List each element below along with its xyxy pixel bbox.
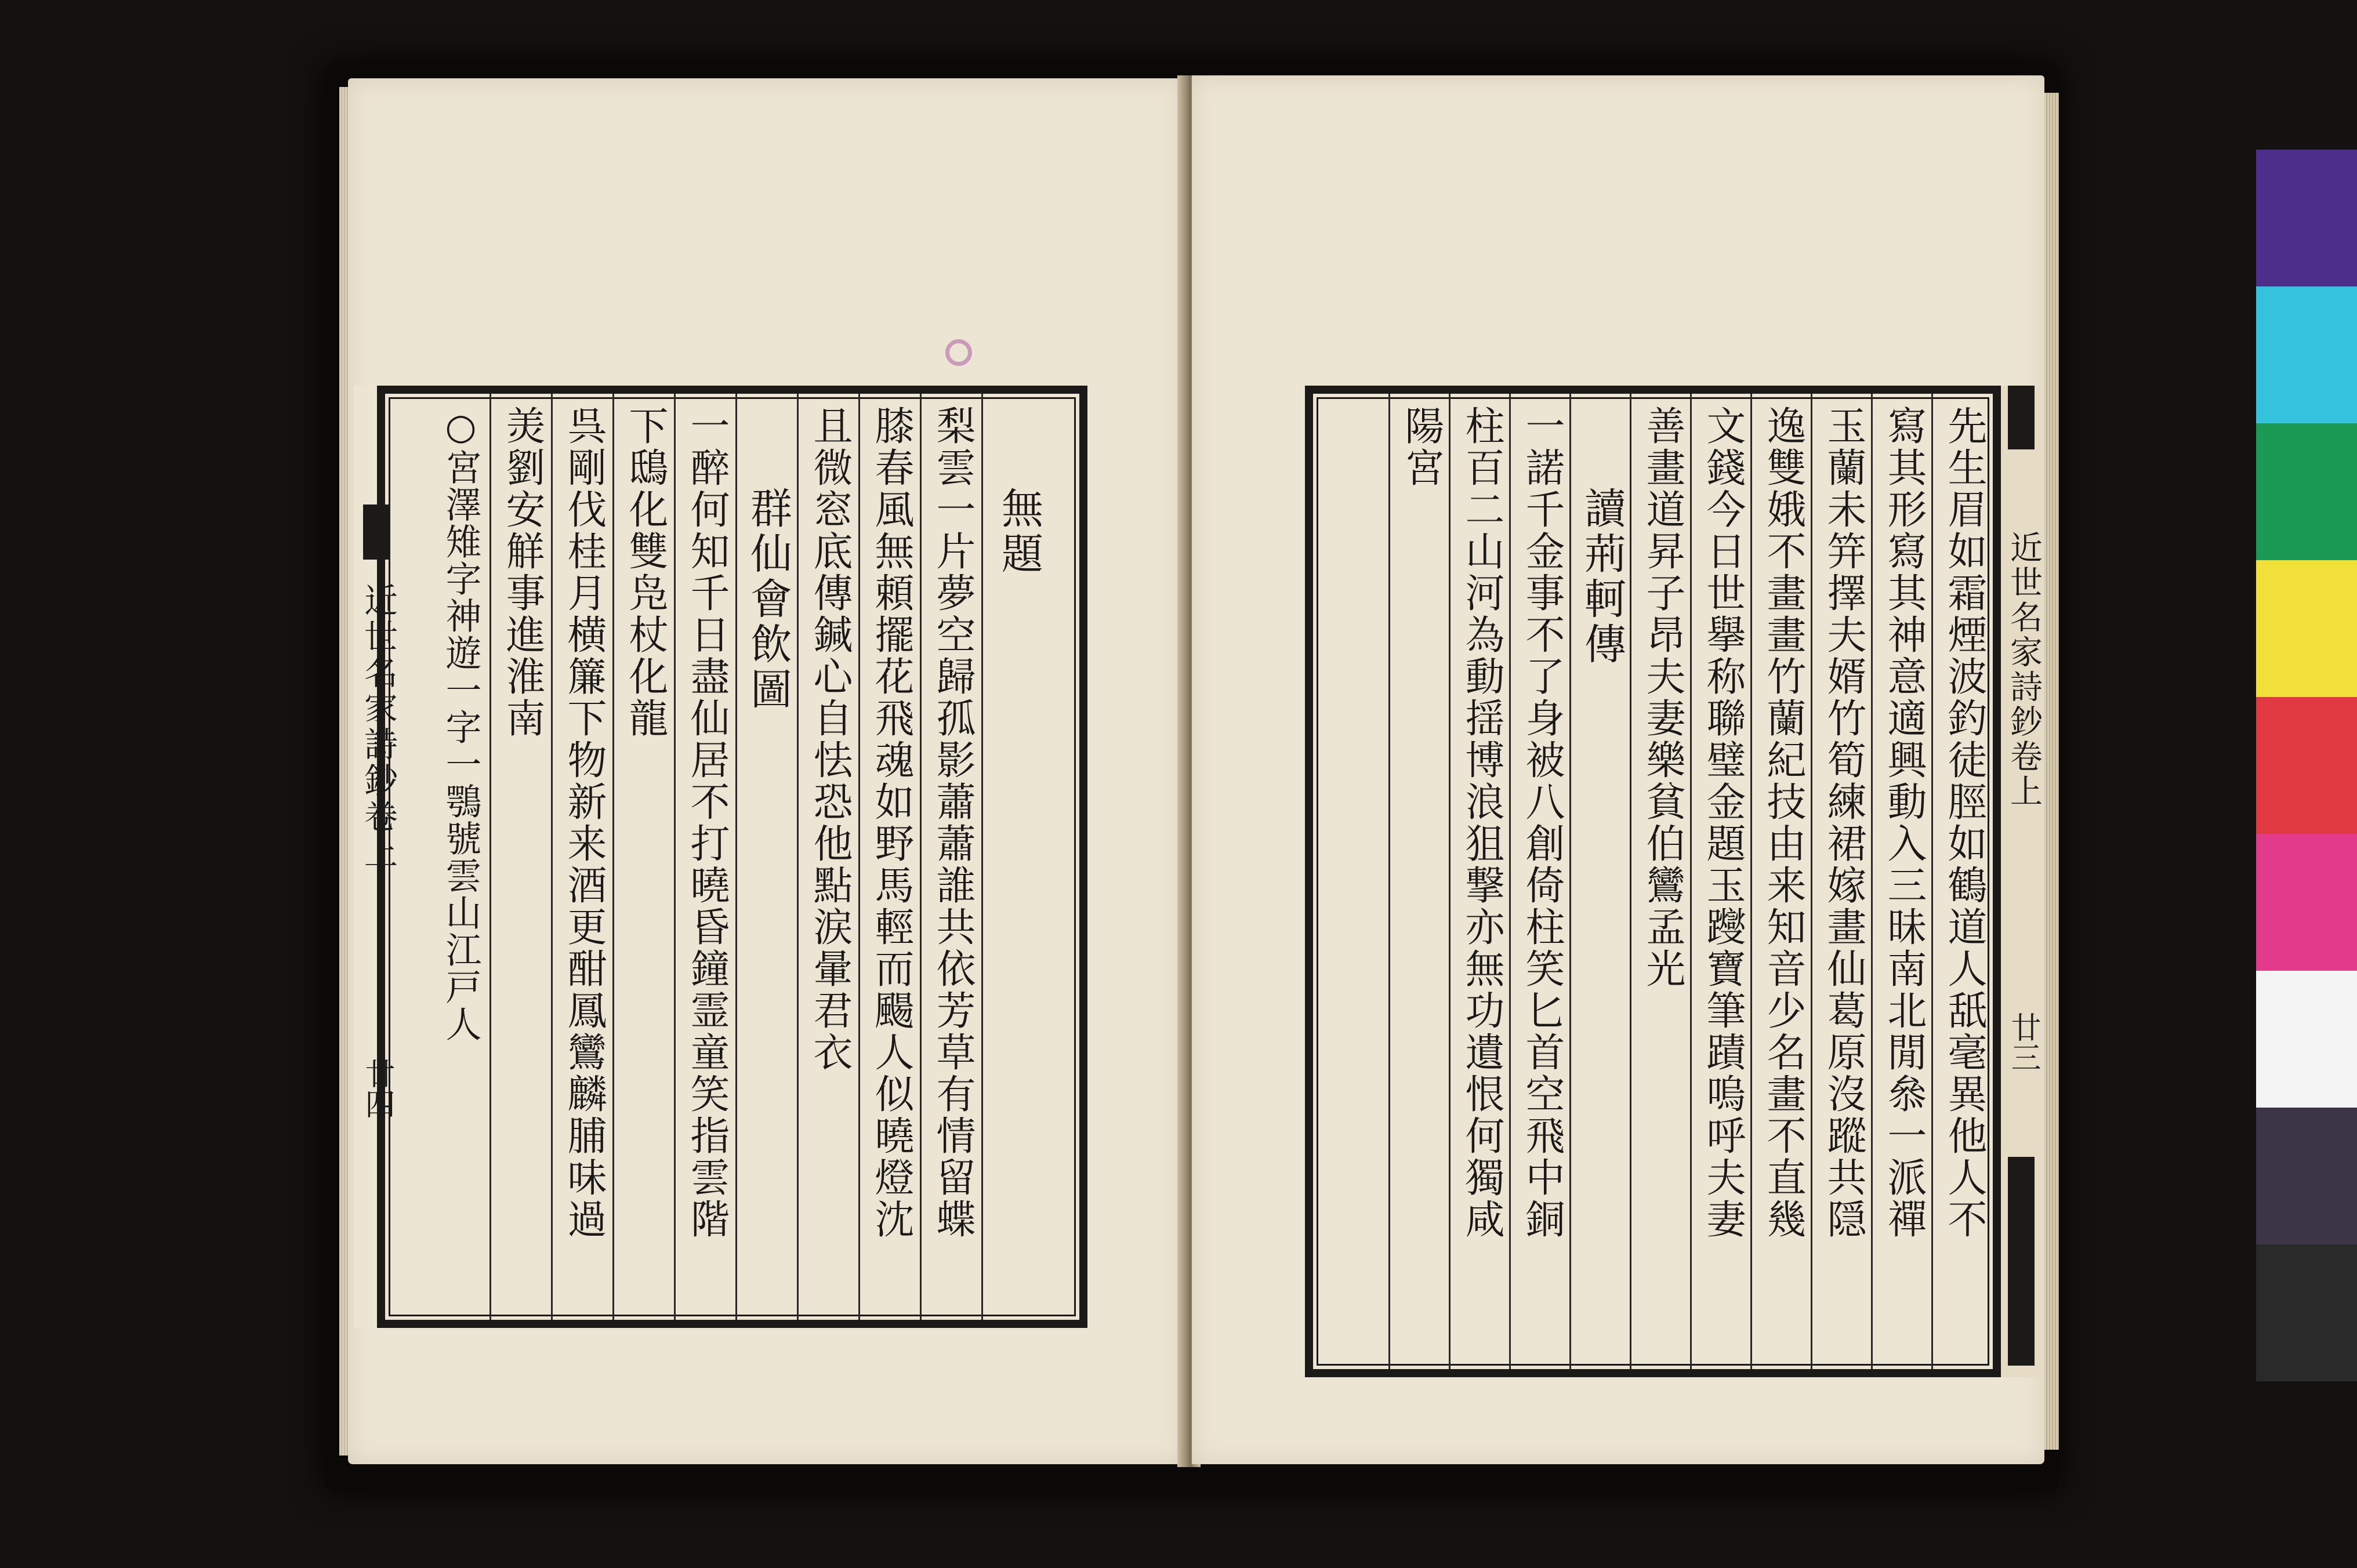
- column-rule: [674, 394, 676, 1320]
- text-column: 且微窓底傳鍼心自怯恐他點涙暈君衣: [807, 405, 853, 1073]
- column-rule: [551, 394, 553, 1320]
- color-swatch: [2256, 1244, 2357, 1381]
- column-rule: [1449, 394, 1451, 1369]
- folio-number: 廿四: [360, 1058, 394, 1119]
- fishtail-mark: [2008, 1157, 2035, 1366]
- column-rule: [612, 394, 614, 1320]
- color-swatch: [2256, 834, 2357, 971]
- fishtail-mark: [2008, 386, 2035, 449]
- text-column: 善畫道昇子昂夫妻樂貧伯鸞孟光: [1640, 405, 1685, 990]
- text-column: 文錢今日世擧称聯璧金題玉躞寶筆蹟嗚呼夫妻: [1700, 405, 1746, 1240]
- poem-title: 無題: [995, 487, 1043, 577]
- text-column: 陽宮: [1398, 405, 1444, 489]
- text-column: 膝春風無頼擺花飛魂如野馬輕而颺人似曉燈沈: [868, 405, 914, 1240]
- column-rule: [735, 394, 737, 1320]
- column-rule: [920, 394, 922, 1320]
- column-rule: [1690, 394, 1692, 1369]
- color-swatch: [2256, 286, 2357, 423]
- text-column: 逸雙娥不畫畫竹蘭紀技由来知音少名畫不直幾: [1760, 405, 1806, 1240]
- hanshin-title: 近世名家詩鈔卷上: [358, 583, 398, 870]
- text-column: 柱百二山河為動揺博浪狙撃亦無功遺恨何獨咸: [1459, 405, 1504, 1240]
- text-column: 下鴟化雙凫杖化龍: [622, 405, 668, 739]
- column-rule: [1388, 394, 1390, 1369]
- hanshin-title: 近世名家詩鈔卷上: [2005, 531, 2043, 809]
- column-rule: [797, 394, 799, 1320]
- folio-number: 廿三: [2006, 1012, 2040, 1072]
- poet-entry: ○宮澤雉字神遊一字一鶚號雲山江戸人: [440, 405, 482, 1043]
- text-column: 寫其形寫其神意適興動入三昧南北閒叅一派禪: [1881, 405, 1927, 1240]
- column-rule: [1871, 394, 1873, 1369]
- right-hanshin: [2001, 386, 2041, 1377]
- column-rule: [1931, 394, 1933, 1369]
- poem-title: 群仙會飲圖: [744, 487, 792, 713]
- color-swatch: [2256, 150, 2357, 286]
- column-rule: [1630, 394, 1631, 1369]
- column-rule: [858, 394, 860, 1320]
- poem-title: 讀荊軻傳: [1578, 487, 1626, 667]
- left-text-frame: [377, 386, 1087, 1328]
- column-rule: [1811, 394, 1812, 1369]
- color-swatch: [2256, 560, 2357, 697]
- text-column: 一諾千金事不了身被八創倚柱笑匕首空飛中銅: [1519, 405, 1565, 1240]
- text-column: 呉剛伐桂月横簾下物新来酒更酣鳳鸞麟脯味過: [561, 405, 607, 1240]
- column-rule: [1509, 394, 1511, 1369]
- color-swatch: [2256, 697, 2357, 834]
- right-text-frame: [1305, 386, 2001, 1377]
- text-column: 梨雲一片夢空歸孤影蕭蕭誰共依芳草有情留蝶: [930, 405, 976, 1240]
- text-column: 羙劉安觧事進淮南: [499, 405, 545, 739]
- text-column: 先生眉如霜煙波釣徒脛如鶴道人舐毫異他人不: [1941, 405, 1987, 1240]
- column-rule: [1750, 394, 1752, 1369]
- color-swatch: [2256, 423, 2357, 560]
- color-swatch: [2256, 1108, 2357, 1244]
- color-calibration-chart: [2256, 150, 2357, 1381]
- text-column: 一醉何知千日盡仙居不打曉昏鐘霊童笑指雲階: [684, 405, 730, 1240]
- text-column: 玉蘭未笄擇夫婿竹筍練裙嫁畫仙葛原沒蹤共隠: [1821, 405, 1866, 1240]
- color-swatch: [2256, 971, 2357, 1108]
- column-rule: [1569, 394, 1571, 1369]
- seal-stamp-icon: [945, 339, 972, 366]
- column-rule: [981, 394, 983, 1320]
- column-rule: [489, 394, 491, 1320]
